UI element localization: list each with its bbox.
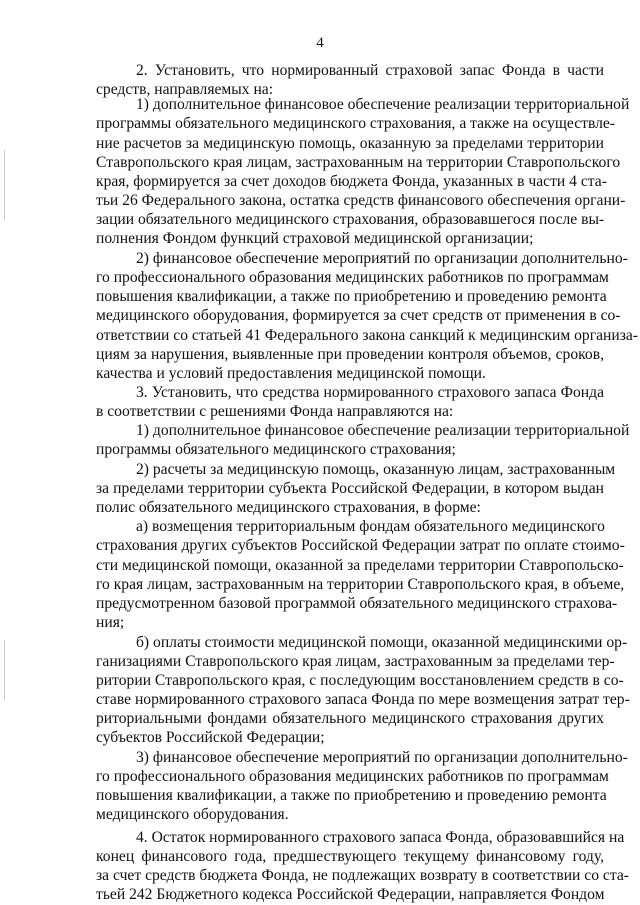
text-line: медицинского оборудования. — [96, 806, 289, 823]
text-line: полис обязательного медицинского страхования, в форме: — [96, 499, 481, 516]
text-line: за пределами территории субъекта Российской Федерации, в котором выдан — [96, 480, 604, 497]
text-line: го профессионального образования медицинских работников по программам — [96, 768, 609, 785]
text-line: медицинского оборудования, формируется за счет средств от применения в со- — [96, 307, 621, 324]
text-line: 2. Установить, что нормированный страховой запас Фонда в части — [136, 62, 604, 79]
text-line: 1) дополнительное финансовое обеспечение реализации территориальной — [136, 422, 630, 439]
text-line: риториальными фондами обязательного медицинского страхования других — [96, 710, 604, 727]
text-line: го профессионального образования медицинских работников по программам — [96, 269, 609, 286]
text-line: предусмотренном базовой программой обязательного медицинского страхова- — [96, 595, 618, 612]
text-line: сти медицинской помощи, оказанной за пределами территории Ставропольско- — [96, 557, 624, 574]
text-line: программы обязательного медицинского страхования, а также на осуществле- — [96, 115, 615, 132]
text-line: а) возмещения территориальным фондам обязательного медицинского — [136, 518, 605, 535]
text-line: го края лицам, застрахованным на территории Ставропольского края, в объеме, — [96, 576, 625, 593]
text-line: 3) финансовое обеспечение мероприятий по организации дополнительно- — [136, 749, 628, 766]
text-line: 2) финансовое обеспечение мероприятий по организации дополнительно- — [136, 250, 628, 267]
text-line: программы обязательного медицинского страхования; — [96, 441, 456, 458]
text-line: повышения квалификации, а также по приобретению и проведению ремонта — [96, 787, 607, 804]
text-line: Ставропольского края лицам, застрахованным на территории Ставропольского — [96, 154, 621, 171]
text-line: повышения квалификации, а также по приобретению и проведению ремонта — [96, 288, 607, 305]
scan-edge-mark — [4, 150, 5, 220]
text-line: средств, направляемых на: — [96, 81, 274, 98]
text-line: страхования других субъектов Российской Федерации затрат по оплате стоимо- — [96, 537, 625, 554]
text-line: за счет средств бюджета Фонда, не подлежащих возврату в соответствии со ста- — [96, 867, 629, 884]
text-line: 2) расчеты за медицинскую помощь, оказанную лицам, застрахованным — [136, 461, 616, 478]
text-line: зации обязательного медицинского страхования, образовавшегося после вы- — [96, 211, 605, 228]
text-line: тьи 26 Федерального закона, остатка средств финансового обеспечения органи- — [96, 192, 626, 209]
text-line: края, формируется за счет доходов бюджета Фонда, указанных в части 4 ста- — [96, 173, 607, 190]
text-line: субъектов Российской Федерации; — [96, 729, 325, 746]
text-line: ния; — [96, 614, 125, 631]
text-line: циям за нарушения, выявленные при проведении контроля объемов, сроков, — [96, 346, 604, 363]
text-line: ставе нормированного страхового запаса Фонда по мере возмещения затрат тер- — [96, 691, 630, 708]
text-line: полнения Фондом функций страховой медицинской организации; — [96, 230, 534, 247]
text-line: ритории Ставропольского края, с последующим восстановлением средств в со- — [96, 672, 624, 689]
text-line: ответствии со статьей 41 Федерального закона санкций к медицинским организа- — [96, 327, 638, 344]
text-line: 1) дополнительное финансовое обеспечение реализации территориальной — [136, 96, 630, 113]
text-line: конец финансового года, предшествующего текущему финансовому году, — [96, 848, 604, 865]
text-line: ние расчетов за медицинскую помощь, оказанную за пределами территории — [96, 135, 604, 152]
scan-edge-mark — [4, 640, 5, 700]
text-line: б) оплаты стоимости медицинской помощи, оказанной медицинскими ор- — [136, 634, 628, 651]
text-line: в соответствии с решениями Фонда направляются на: — [96, 403, 454, 420]
text-line: качества и условий предоставления медицинской помощи. — [96, 365, 486, 382]
text-line: ганизациями Ставропольского края лицам, застрахованным за пределами тер- — [96, 653, 615, 670]
text-line: 3. Установить, что средства нормированного страхового запаса Фонда — [136, 384, 604, 401]
text-line: 4. Остаток нормированного страхового запаса Фонда, образовавшийся на — [136, 829, 625, 846]
text-line: тьей 242 Бюджетного кодекса Российской Федерации, направляется Фондом — [96, 886, 605, 903]
page-number: 4 — [316, 35, 324, 51]
